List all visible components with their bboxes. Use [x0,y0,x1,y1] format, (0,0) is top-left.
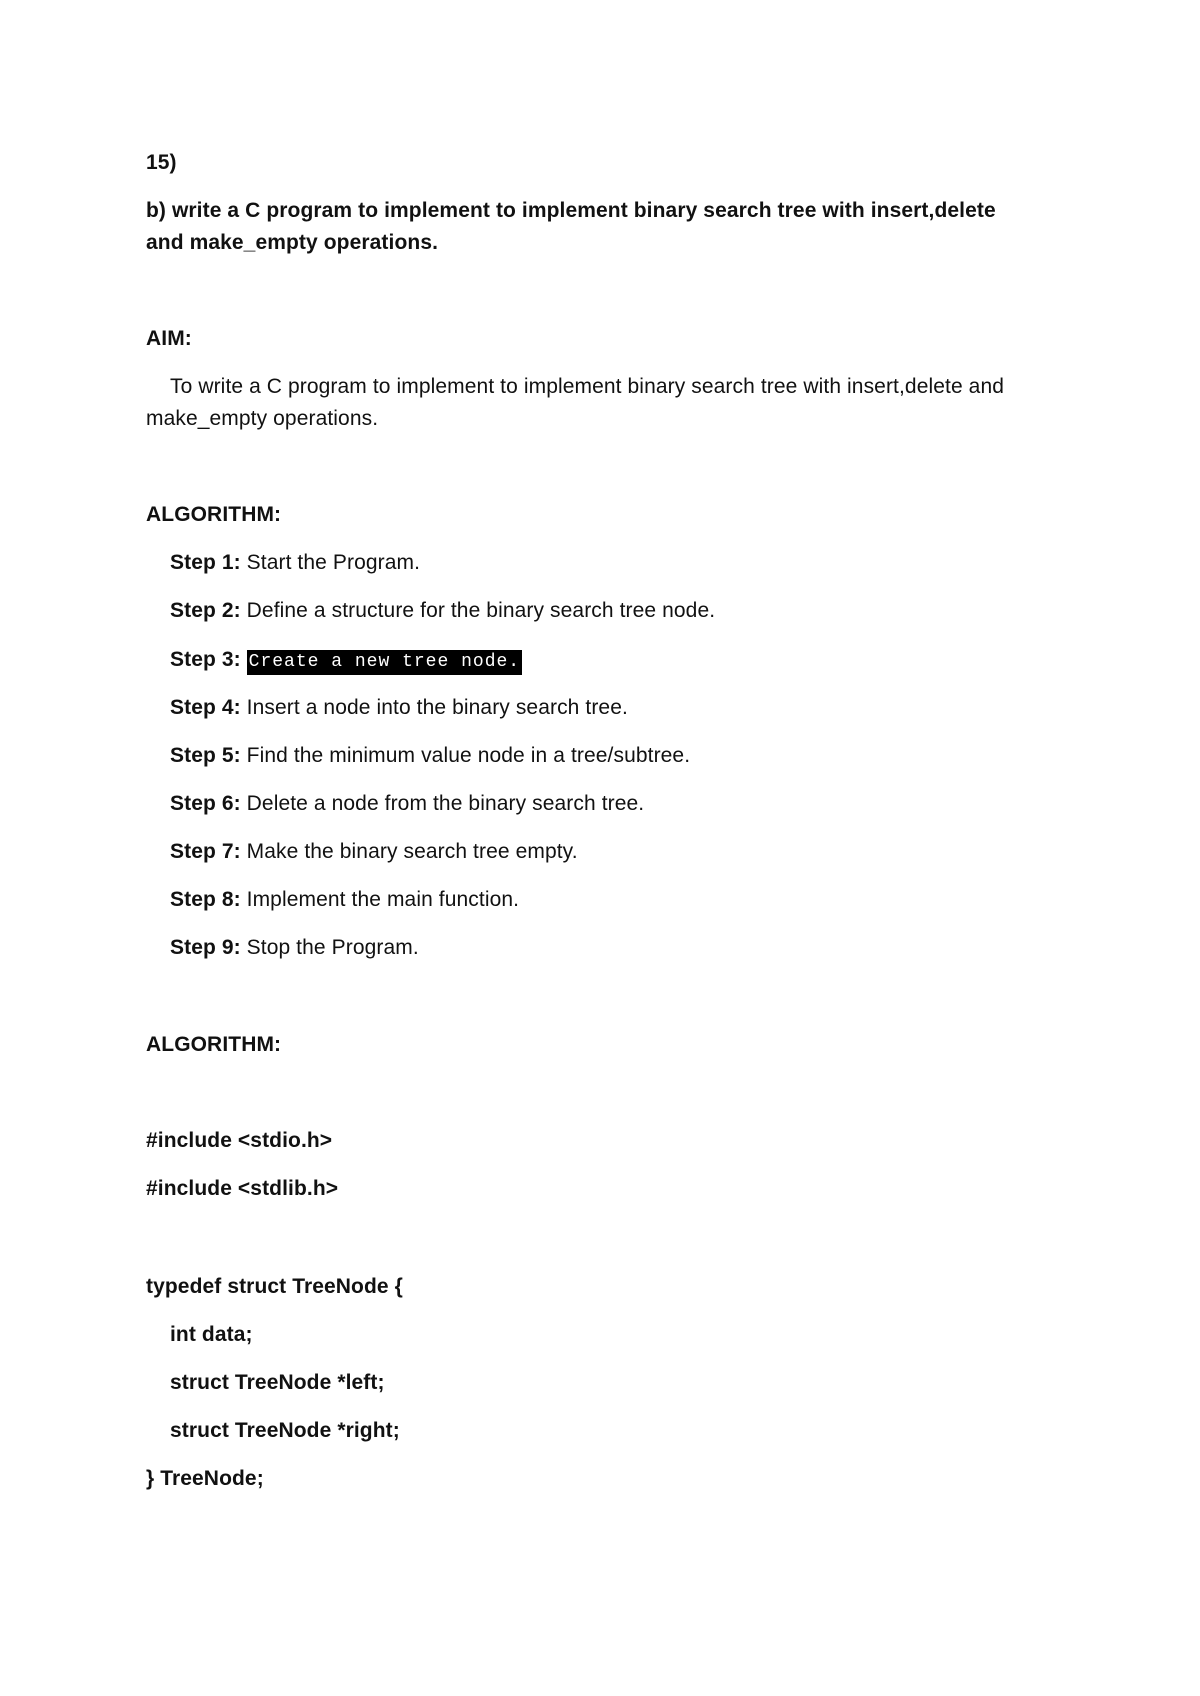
code-line: typedef struct TreeNode { [146,1275,403,1298]
step-text: Insert a node into the binary search tree. [240,696,628,719]
code-line: int data; [170,1323,253,1346]
aim-text-line-1: To write a C program to implement to implement binary search tree with insert,delete and [170,375,1005,398]
aim-text-line-2: make_empty operations. [146,407,379,430]
code-line: #include <stdlib.h> [146,1177,339,1200]
step-text: Define a structure for the binary search tree node. [240,599,716,622]
algorithm-step [170,742,690,770]
algorithm-step [170,934,419,962]
program-heading: ALGORITHM: [146,1033,282,1056]
step-label: Step 9: [170,936,241,959]
algorithm-step [170,597,715,625]
question-prompt-line-1: b) write a C program to implement to implement binary search tree with insert,delete [146,199,996,222]
algorithm-step [170,646,522,676]
step-label: Step 2: [170,599,241,622]
code-line: struct TreeNode *left; [170,1371,385,1394]
code-line: #include <stdio.h> [146,1129,333,1152]
step-label: Step 5: [170,744,241,767]
step-label: Step 7: [170,840,241,863]
algorithm-step [170,694,628,722]
step-label: Step 4: [170,696,241,719]
step-text: Make the binary search tree empty. [240,840,578,863]
question-number: 15) [146,151,177,174]
step-label: Step 8: [170,888,241,911]
algorithm-step [170,549,420,577]
step-label: Step 6: [170,792,241,815]
code-line: } TreeNode; [146,1467,264,1490]
step-text: Find the minimum value node in a tree/subtree. [240,744,691,767]
algorithm-step [170,790,644,818]
step-label: Step 1: [170,551,241,574]
step-text: Implement the main function. [240,888,520,911]
algorithm-step [170,838,578,866]
algorithm-heading: ALGORITHM: [146,503,282,526]
step-text: Stop the Program. [240,936,419,959]
question-prompt-line-2: and make_empty operations. [146,231,439,254]
step-text: Delete a node from the binary search tree. [240,792,645,815]
step-label: Step 3: [170,648,241,671]
highlighted-step-text: Create a new tree node. [247,650,522,675]
code-line: struct TreeNode *right; [170,1419,400,1442]
step-text: Start the Program. [240,551,421,574]
algorithm-step [170,886,519,914]
aim-heading: AIM: [146,327,192,350]
